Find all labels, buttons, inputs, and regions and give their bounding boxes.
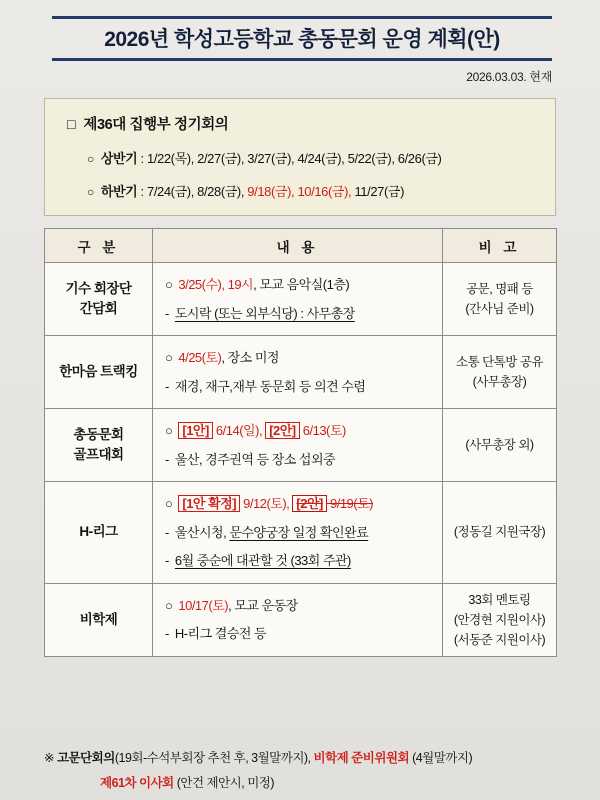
content-segment: 문수양궁장 일정 확인완료	[229, 524, 369, 540]
table-row	[45, 583, 557, 656]
schedule-period-label: 하반기	[100, 184, 138, 199]
row-content	[153, 263, 443, 336]
schedule-date: 4/24(금),	[297, 151, 348, 166]
circle-bullet-icon: ○	[165, 597, 173, 613]
content-segment: , 장소 미정	[221, 350, 279, 365]
circle-bullet-icon: ○	[87, 152, 94, 166]
circle-bullet-icon: ○	[165, 496, 173, 511]
content-line	[165, 450, 432, 470]
circle-bullet-icon: ○	[87, 185, 94, 199]
meeting-schedule-rows	[61, 148, 539, 200]
content-line	[165, 348, 432, 368]
header-content: 내 용	[153, 229, 443, 263]
row-category: 한마음 트랙킹	[45, 336, 153, 409]
row-category: H-리그	[45, 482, 153, 584]
row-category: 기수 회장단 간담회	[45, 263, 153, 336]
square-bullet-icon: □	[67, 117, 76, 133]
row-content	[153, 482, 443, 584]
plan-table	[44, 228, 557, 657]
schedule-date: 2/27(금),	[197, 151, 248, 166]
schedule-period-label: 상반기	[100, 151, 138, 166]
content-segment: 9/12(토),	[240, 496, 290, 511]
dash-bullet-icon: -	[165, 553, 169, 568]
schedule-date: 11/27(금)	[354, 184, 405, 199]
content-segment: 울산시청,	[174, 524, 230, 540]
schedule-date: 8/28(금),	[197, 184, 248, 199]
row-category: 총동문회 골프대회	[45, 409, 153, 482]
content-segment: 9/19(토)	[326, 496, 374, 511]
content-segment: [1안]	[178, 422, 212, 439]
content-segment: 6월 중순에 대관할 것 (33회 주관)	[174, 553, 351, 568]
circle-bullet-icon: ○	[165, 277, 173, 292]
table-row	[45, 263, 557, 336]
content-segment: 도시락 (또는 외부식당) : 사무총장	[174, 305, 355, 321]
header-note: 비 고	[443, 229, 557, 263]
document-title-block	[52, 16, 552, 61]
document-date: 2026.03.03. 현재	[466, 70, 552, 84]
circle-bullet-icon: ○	[165, 423, 173, 438]
schedule-date: 6/26(금)	[397, 151, 442, 166]
content-segment: [1안 확정]	[178, 495, 240, 512]
content-segment: , 모교 음악실(1층)	[253, 277, 350, 292]
header-category: 구 분	[45, 229, 153, 263]
content-segment: 3/25(수), 19시	[178, 277, 254, 292]
schedule-date: 7/24(금),	[146, 184, 198, 199]
content-segment: , 모교 운동장	[228, 597, 298, 613]
row-category: 비학제	[45, 583, 153, 656]
row-content	[153, 583, 443, 656]
content-line	[165, 624, 432, 644]
row-note: 33회 멘토링 (안경현 지원이사) (서동준 지원이사)	[443, 583, 557, 656]
table-row	[45, 409, 557, 482]
content-line	[165, 377, 432, 397]
content-line	[165, 494, 432, 514]
content-line	[165, 304, 432, 324]
content-segment: 6/14(일),	[212, 423, 263, 438]
title-rule-bottom	[52, 58, 552, 61]
footer-segment: (4월말까지)	[409, 751, 473, 765]
content-line	[165, 551, 432, 571]
footer-line-1	[44, 748, 564, 766]
schedule-date: 10/16(금),	[297, 184, 355, 199]
dash-bullet-icon: -	[165, 524, 169, 540]
schedule-date: 5/22(금),	[347, 151, 398, 166]
content-segment: [2안]	[265, 422, 299, 439]
footer-segment: 고문단회의	[56, 751, 115, 765]
dash-bullet-icon: -	[165, 451, 169, 467]
footer-segment: (19회-수석부회장 추천 후, 3월말까지),	[114, 751, 314, 765]
dash-bullet-icon: -	[165, 378, 169, 394]
content-line	[165, 523, 432, 543]
footer-notes	[44, 748, 564, 791]
row-content	[153, 409, 443, 482]
meeting-schedule-box	[44, 98, 556, 216]
table-row	[45, 336, 557, 409]
table-row	[45, 482, 557, 584]
content-segment: 울산, 경주권역 등 장소 섭외중	[174, 451, 336, 467]
meeting-schedule-heading-label: 제36대 집행부 정기회의	[83, 117, 229, 133]
meeting-schedule-heading	[67, 113, 539, 134]
content-segment: 6/13(토)	[299, 423, 346, 438]
dash-bullet-icon: -	[165, 626, 169, 641]
row-note: 공문, 명패 등 (간사님 준비)	[443, 263, 557, 336]
schedule-separator: :	[137, 151, 147, 166]
schedule-separator: :	[137, 184, 147, 199]
footer-segment: 비학제 준비위원회	[313, 751, 410, 765]
row-note: 소통 단톡방 공유 (사무총장)	[443, 336, 557, 409]
page-title: 2026년 학성고등학교 총동문회 운영 계획(안)	[104, 28, 500, 51]
schedule-date: 1/22(목),	[146, 151, 198, 166]
content-segment: 재경, 재구,재부 동문회 등 의견 수렴	[174, 378, 366, 394]
content-line	[165, 596, 432, 616]
footer-segment: (안건 제안시, 미정)	[173, 776, 275, 790]
meeting-schedule-row	[87, 181, 539, 200]
content-line	[165, 421, 432, 441]
row-content	[153, 336, 443, 409]
content-segment: H-리그 결승전 등	[174, 626, 267, 641]
meeting-schedule-row	[87, 148, 539, 167]
table-body	[45, 263, 557, 657]
content-segment: [2안]	[292, 495, 326, 512]
content-line	[165, 275, 432, 295]
row-note: (정동길 지원국장)	[443, 482, 557, 584]
schedule-date: 3/27(금),	[247, 151, 298, 166]
row-note: (사무총장 외)	[443, 409, 557, 482]
content-segment: 10/17(토)	[178, 597, 229, 613]
schedule-date: 9/18(금),	[247, 184, 298, 199]
footer-segment: 제61차 이사회	[100, 776, 174, 790]
footer-segment: ※	[44, 751, 57, 765]
circle-bullet-icon: ○	[165, 350, 173, 365]
dash-bullet-icon: -	[165, 305, 169, 321]
content-segment: 4/25(토)	[178, 350, 222, 365]
footer-line-2	[100, 773, 564, 791]
table-header-row	[45, 229, 557, 263]
